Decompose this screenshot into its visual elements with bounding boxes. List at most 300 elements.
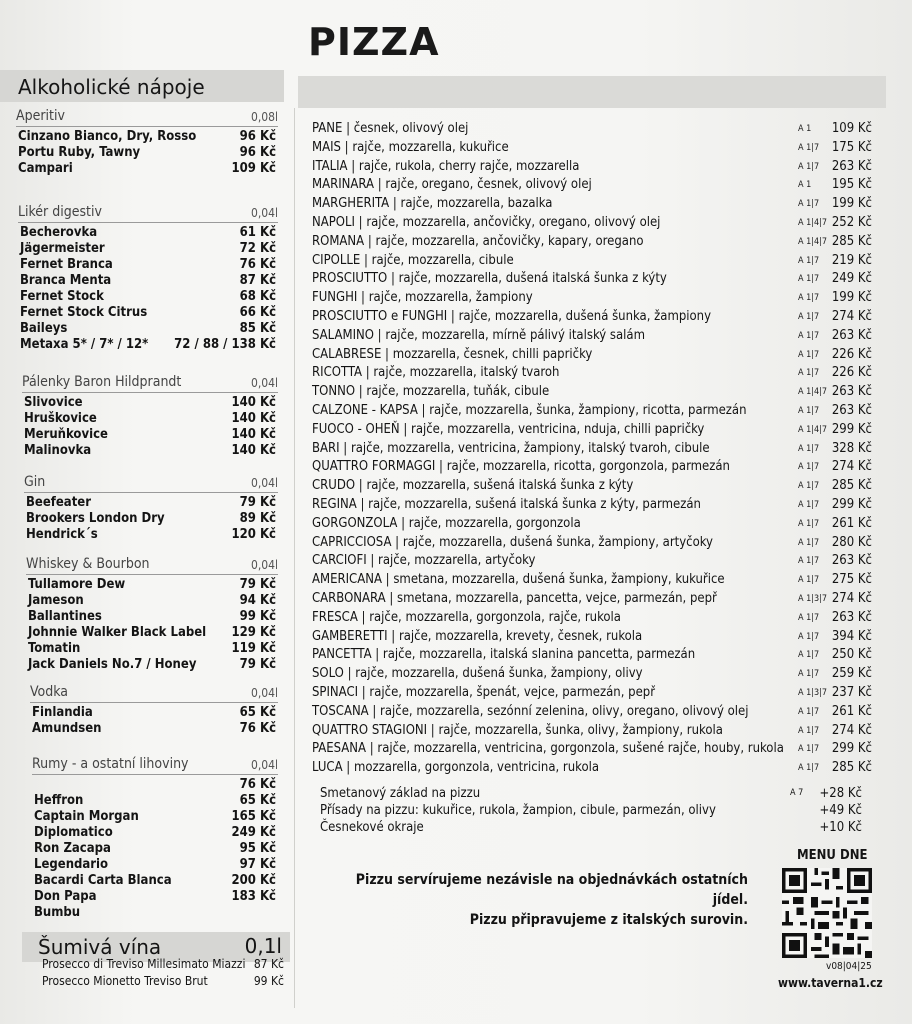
pizza-price: 299 Kč [831, 741, 872, 757]
drink-name: Hendrick´s [26, 527, 98, 542]
drink-price: 72 / 88 / 138 Kč [174, 337, 276, 352]
drink-price: 66 Kč [239, 305, 276, 320]
pizza-item [312, 458, 882, 477]
pizza-description: TOSCANA | rajče, mozzarella, sezónní zelenina, olivy, oregano, olivový olej [312, 703, 749, 719]
drink-section [24, 474, 278, 543]
drink-item [18, 241, 278, 257]
pizza-description: AMERICANA | smetana, mozzarella, dušená šunka, žampiony, kukuřice [312, 572, 725, 588]
pizza-price: 261 Kč [831, 703, 872, 719]
drink-name: Ballantines [28, 609, 102, 624]
pizza-allergens: A 1|7 [798, 706, 820, 717]
drink-name: Diplomatico [34, 825, 113, 840]
section-title: Whiskey & Bourbon [26, 556, 150, 572]
sparkling-item [40, 956, 286, 973]
drink-name: Branca Menta [20, 273, 112, 288]
pizza-item [312, 270, 882, 289]
section-heading [18, 204, 278, 223]
drink-item [26, 609, 278, 625]
pizza-allergens: A 1|7 [798, 405, 820, 416]
pizza-item [312, 722, 882, 741]
pizza-price: 175 Kč [831, 139, 872, 155]
pizza-allergens: A 1|4|7 [798, 236, 828, 247]
sparkling-price: 99 Kč [253, 974, 284, 988]
serving-note-line1: Pizzu servírujeme nezávisle na objednávkách ostatních jídel. [355, 872, 748, 908]
pizza-description: TONNO | rajče, mozzarella, tuňák, cibule [312, 384, 550, 400]
pizza-price: 285 Kč [831, 478, 872, 494]
drink-item [32, 905, 278, 921]
sparkling-name: Prosecco di Treviso Millesimato Miazzi [42, 957, 246, 971]
column-divider [294, 108, 295, 1008]
pizza-description: MARINARA | rajče, oregano, česnek, olivový olej [312, 177, 592, 193]
pizza-price: 263 Kč [831, 158, 872, 174]
pizza-allergens: A 1|4|7 [798, 387, 828, 398]
pizza-allergens: A 1|7 [798, 293, 820, 304]
pizza-allergens: A 1|7 [798, 499, 820, 510]
drink-price: 140 Kč [231, 411, 276, 426]
pizza-description: QUATTRO FORMAGGI | rajče, mozzarella, ricotta, gorgonzola, parmezán [312, 459, 730, 475]
pizza-item [312, 571, 882, 590]
section-volume: 0,04l [250, 206, 278, 220]
pizza-item [312, 158, 882, 177]
drink-name: Slivovice [24, 395, 83, 410]
drink-item [26, 657, 278, 673]
pizza-description: CALABRESE | mozzarella, česnek, chilli papričky [312, 346, 593, 362]
pizza-price: 263 Kč [831, 384, 872, 400]
extra-description: Přísady na pizzu: kukuřice, rukola, žampion, cibule, parmezán, olivy [320, 803, 716, 818]
drink-name: Heffron [34, 793, 84, 808]
pizza-description: LUCA | mozzarella, gorgonzola, ventricina, rukola [312, 760, 600, 776]
section-heading [30, 684, 278, 703]
drink-name: Bacardi Carta Blanca [34, 873, 172, 888]
drink-price: 129 Kč [231, 625, 276, 640]
drink-section [32, 756, 278, 921]
drink-item [26, 641, 278, 657]
drink-name: Tullamore Dew [28, 577, 126, 592]
drink-name: Jameson [28, 593, 84, 608]
pizza-description: GORGONZOLA | rajče, mozzarella, gorgonzola [312, 515, 581, 531]
version-code: v08|04|25 [826, 961, 872, 972]
section-title: Aperitiv [16, 108, 65, 124]
section-heading [26, 556, 278, 575]
drink-name: Hruškovice [24, 411, 97, 426]
drink-price: 119 Kč [231, 641, 276, 656]
section-heading [24, 474, 278, 493]
extra-price: +28 Kč [819, 786, 862, 801]
drink-item [22, 411, 278, 427]
pizza-description: FRESCA | rajče, mozzarella, gorgonzola, rajče, rukola [312, 609, 621, 625]
pizza-item [312, 233, 882, 252]
section-volume: 0,04l [250, 476, 278, 490]
drink-name: Finlandia [32, 705, 93, 720]
pizza-description: CRUDO | rajče, mozzarella, sušená italská šunka z kýty [312, 478, 634, 494]
pizza-price: 199 Kč [831, 290, 872, 306]
pizza-allergens: A 1|7 [798, 763, 820, 774]
pizza-description: RICOTTA | rajče, mozzarella, italský tvaroh [312, 365, 560, 381]
drink-item [24, 527, 278, 543]
pizza-allergens: A 1|7 [798, 443, 820, 454]
pizza-item [312, 176, 882, 195]
pizza-allergens: A 1|3|7 [798, 687, 828, 698]
drink-price: 183 Kč [231, 889, 276, 904]
drink-price: 99 Kč [239, 609, 276, 624]
pizza-description: QUATTRO STAGIONI | rajče, mozzarella, šunka, olivy, žampiony, rukola [312, 722, 723, 738]
drink-item [32, 857, 278, 873]
pizza-price: 263 Kč [831, 402, 872, 418]
pizza-allergens: A 1|7 [798, 744, 820, 755]
drink-item [32, 777, 278, 793]
drink-item [32, 825, 278, 841]
drink-name: Meruňkovice [24, 427, 108, 442]
drink-item [32, 873, 278, 889]
drink-item [26, 577, 278, 593]
drink-item [18, 321, 278, 337]
pizza-item [312, 534, 882, 553]
drink-section [18, 204, 278, 353]
drink-price: 87 Kč [239, 273, 276, 288]
pizza-price: 250 Kč [831, 647, 872, 663]
drink-price: 76 Kč [239, 721, 276, 736]
extra-description: Česnekové okraje [320, 820, 424, 835]
pizza-item [312, 759, 882, 778]
pizza-description: BARI | rajče, mozzarella, ventricina, žampiony, italský tvaroh, cibule [312, 440, 710, 456]
page-title: PIZZA [308, 20, 440, 64]
pizza-allergens: A 1|7 [798, 575, 820, 586]
pizza-description: CAPRICCIOSA | rajče, mozzarella, dušená šunka, žampiony, artyčoky [312, 534, 713, 550]
drink-price: 96 Kč [239, 129, 276, 144]
drink-name: Legendario [34, 857, 109, 872]
pizza-allergens: A 1|7 [798, 349, 820, 360]
drink-price: 65 Kč [239, 705, 276, 720]
pizza-item [312, 120, 882, 139]
menu-dne-label: MENU DNE [797, 848, 868, 863]
sparkling-item [40, 973, 286, 990]
drink-item [22, 443, 278, 459]
pizza-allergens: A 1|7 [798, 142, 820, 153]
pizza-allergens: A 1|7 [798, 199, 820, 210]
pizza-item [312, 665, 882, 684]
pizza-description: ROMANA | rajče, mozzarella, ančovičky, kapary, oregano [312, 233, 644, 249]
pizza-allergens: A 1|7 [798, 311, 820, 322]
section-heading [22, 374, 278, 393]
pizza-item [312, 609, 882, 628]
pizza-price: 280 Kč [831, 534, 872, 550]
drink-price: 165 Kč [231, 809, 276, 824]
drink-price: 120 Kč [231, 527, 276, 542]
drink-item [32, 889, 278, 905]
drink-item [30, 721, 278, 737]
pizza-price: 274 Kč [831, 308, 872, 324]
drink-price: 79 Kč [239, 577, 276, 592]
pizza-item [312, 346, 882, 365]
pizza-description: PROSCIUTTO | rajče, mozzarella, dušená italská šunka z kýty [312, 271, 667, 287]
pizza-price: 237 Kč [831, 684, 872, 700]
pizza-item [312, 252, 882, 271]
pizza-allergens: A 1|7 [798, 725, 820, 736]
pizza-price: 252 Kč [831, 214, 872, 230]
pizza-allergens: A 1|7 [798, 556, 820, 567]
drink-item [18, 305, 278, 321]
pizza-item [312, 628, 882, 647]
drink-price: 140 Kč [231, 395, 276, 410]
pizza-description: MAIS | rajče, mozzarella, kukuřice [312, 139, 509, 155]
drink-name: Cinzano Bianco, Dry, Rosso [18, 129, 197, 144]
pizza-description: PANE | česnek, olivový olej [312, 121, 469, 136]
pizza-price: 226 Kč [831, 365, 872, 381]
pizza-allergens: A 1|7 [798, 368, 820, 379]
pizza-extras [320, 785, 880, 836]
drinks-header-title: Alkoholické nápoje [18, 75, 205, 99]
drink-item [24, 511, 278, 527]
drink-name: Metaxa 5* / 7* / 12* [20, 337, 149, 352]
drink-item [26, 625, 278, 641]
pizza-description: CARCIOFI | rajče, mozzarella, artyčoky [312, 553, 536, 569]
pizza-allergens: A 1|7 [798, 650, 820, 661]
pizza-price: 285 Kč [831, 233, 872, 249]
pizza-price: 109 Kč [831, 121, 872, 136]
section-heading [16, 108, 278, 127]
pizza-item [312, 740, 882, 759]
pizza-description: REGINA | rajče, mozzarella, sušená italská šunka z kýty, parmezán [312, 496, 701, 512]
pizza-description: MARGHERITA | rajče, mozzarella, bazalka [312, 196, 553, 212]
pizza-item [312, 515, 882, 534]
pizza-description: GAMBERETTI | rajče, mozzarella, krevety, česnek, rukola [312, 628, 643, 644]
drink-name: Jägermeister [20, 241, 105, 256]
drink-price: 61 Kč [239, 225, 276, 240]
pizza-allergens: A 1|7 [798, 631, 820, 642]
qr-code-icon[interactable] [780, 868, 874, 958]
pizza-description: CALZONE - KAPSA | rajče, mozzarella, šunka, žampiony, ricotta, parmezán [312, 402, 747, 418]
pizza-item [312, 139, 882, 158]
pizza-allergens: A 1|7 [798, 274, 820, 285]
pizza-item [312, 308, 882, 327]
drink-price: 109 Kč [231, 161, 276, 176]
pizza-description: PANCETTA | rajče, mozzarella, italská slanina pancetta, parmezán [312, 647, 696, 663]
drink-item [22, 395, 278, 411]
pizza-item [312, 646, 882, 665]
pizza-description: CARBONARA | smetana, mozzarella, pancetta, vejce, parmezán, pepř [312, 590, 717, 606]
drink-price: 95 Kč [239, 841, 276, 856]
drink-price: 72 Kč [239, 241, 276, 256]
sparkling-title: Šumivá vína [38, 935, 162, 959]
pizza-price: 274 Kč [831, 722, 872, 738]
drink-section [16, 108, 278, 177]
pizza-description: ITALIA | rajče, rukola, cherry rajče, mozzarella [312, 158, 580, 174]
drink-item [32, 793, 278, 809]
pizza-item [312, 214, 882, 233]
drink-name: Captain Morgan [34, 809, 139, 824]
drink-name: Fernet Stock [20, 289, 104, 304]
drink-item [30, 705, 278, 721]
pizza-allergens: A 1 [798, 180, 812, 191]
drink-section [30, 684, 278, 737]
drink-price: 79 Kč [239, 657, 276, 672]
drink-name: Ron Zacapa [34, 841, 111, 856]
pizza-price: 261 Kč [831, 515, 872, 531]
pizza-allergens: A 1|7 [798, 481, 820, 492]
drink-item [16, 161, 278, 177]
drink-name: Becherovka [20, 225, 98, 240]
pizza-price: 285 Kč [831, 760, 872, 776]
drink-price: 68 Kč [239, 289, 276, 304]
drink-price: 140 Kč [231, 443, 276, 458]
drink-item [18, 289, 278, 305]
pizza-price: 219 Kč [831, 252, 872, 268]
pizza-item [312, 289, 882, 308]
drinks-header [0, 70, 284, 102]
drink-price: 76 Kč [239, 777, 276, 792]
drink-name: Amundsen [32, 721, 102, 736]
pizza-allergens: A 1|7 [798, 669, 820, 680]
section-volume: 0,08l [250, 110, 278, 124]
pizza-price: 275 Kč [831, 572, 872, 588]
section-volume: 0,04l [250, 686, 278, 700]
pizza-price: 263 Kč [831, 327, 872, 343]
pizza-price: 394 Kč [831, 628, 872, 644]
pizza-list [312, 120, 882, 778]
pizza-item [312, 684, 882, 703]
pizza-price: 263 Kč [831, 553, 872, 569]
drink-section [26, 556, 278, 673]
pizza-allergens: A 1|3|7 [798, 593, 828, 604]
drink-price: 249 Kč [231, 825, 276, 840]
drink-name: Brookers London Dry [26, 511, 165, 526]
drink-price: 96 Kč [239, 145, 276, 160]
pizza-price: 259 Kč [831, 666, 872, 682]
extra-item [320, 785, 880, 802]
pizza-description: SALAMINO | rajče, mozzarella, mírně pálivý italský salám [312, 327, 645, 343]
pizza-price: 274 Kč [831, 459, 872, 475]
drink-name: Johnnie Walker Black Label [28, 625, 207, 640]
drink-item [16, 145, 278, 161]
section-title: Pálenky Baron Hildprandt [22, 374, 182, 390]
pizza-description: FUNGHI | rajče, mozzarella, žampiony [312, 290, 533, 306]
pizza-price: 226 Kč [831, 346, 872, 362]
pizza-item [312, 477, 882, 496]
drink-price: 79 Kč [239, 495, 276, 510]
drink-item [32, 809, 278, 825]
section-title: Gin [24, 474, 46, 490]
drink-price: 76 Kč [239, 257, 276, 272]
pizza-item [312, 364, 882, 383]
section-volume: 0,04l [250, 558, 278, 572]
pizza-description: SOLO | rajče, mozzarella, dušená šunka, žampiony, olivy [312, 666, 643, 682]
extra-price: +10 Kč [819, 820, 862, 835]
drink-item [18, 225, 278, 241]
drink-item [18, 337, 278, 353]
pizza-allergens: A 1|7 [798, 518, 820, 529]
drink-name: Baileys [20, 321, 68, 336]
pizza-item [312, 703, 882, 722]
drink-price: 200 Kč [231, 873, 276, 888]
pizza-item [312, 383, 882, 402]
drink-price: 97 Kč [239, 857, 276, 872]
pizza-allergens: A 1|4|7 [798, 424, 828, 435]
website-link[interactable]: www.taverna1.cz [778, 976, 883, 990]
pizza-item [312, 402, 882, 421]
pizza-allergens: A 1|7 [798, 462, 820, 473]
pizza-header-bar [298, 76, 886, 108]
extra-allergens: A 7 [790, 788, 804, 798]
pizza-description: NAPOLI | rajče, mozzarella, ančovičky, oregano, olivový olej [312, 214, 661, 230]
pizza-item [312, 496, 882, 515]
drink-name: Beefeater [26, 495, 91, 510]
drink-item [16, 129, 278, 145]
drink-price: 85 Kč [239, 321, 276, 336]
drink-price: 94 Kč [239, 593, 276, 608]
drink-item [32, 841, 278, 857]
drink-name: Don Papa [34, 889, 97, 904]
drink-price: 140 Kč [231, 427, 276, 442]
pizza-item [312, 195, 882, 214]
pizza-description: SPINACI | rajče, mozzarella, špenát, vejce, parmezán, pepř [312, 684, 656, 700]
drink-name: Jack Daniels No.7 / Honey [28, 657, 197, 672]
pizza-allergens: A 1|7 [798, 255, 820, 266]
pizza-item [312, 590, 882, 609]
drink-name: Tomatin [28, 641, 81, 656]
pizza-price: 274 Kč [831, 590, 872, 606]
pizza-item [312, 327, 882, 346]
sparkling-volume: 0,1l [244, 934, 282, 958]
drink-item [22, 427, 278, 443]
drink-section [22, 374, 278, 459]
section-title: Rumy - a ostatní lihoviny [32, 756, 189, 772]
section-title: Likér digestiv [18, 204, 102, 220]
pizza-price: 195 Kč [831, 177, 872, 193]
extra-description: Smetanový základ na pizzu [320, 786, 481, 801]
pizza-price: 263 Kč [831, 609, 872, 625]
pizza-allergens: A 1 [798, 124, 812, 134]
extra-item [320, 819, 880, 836]
pizza-description: PROSCIUTTO e FUNGHI | rajče, mozzarella, dušená šunka, žampiony [312, 308, 712, 324]
drink-item [24, 495, 278, 511]
pizza-allergens: A 1|7 [798, 330, 820, 341]
pizza-allergens: A 1|7 [798, 612, 820, 623]
pizza-description: CIPOLLE | rajče, mozzarella, cibule [312, 252, 514, 268]
pizza-description: PAESANA | rajče, mozzarella, ventricina, gorgonzola, sušené rajče, houby, rukola [312, 741, 784, 757]
drink-price: 65 Kč [239, 793, 276, 808]
drink-name: Malinovka [24, 443, 92, 458]
drink-price: 89 Kč [239, 511, 276, 526]
drink-item [18, 257, 278, 273]
extra-price: +49 Kč [819, 803, 862, 818]
extra-item [320, 802, 880, 819]
pizza-allergens: A 1|4|7 [798, 217, 828, 228]
pizza-allergens: A 1|7 [798, 161, 820, 172]
drink-name: Bumbu [34, 905, 81, 920]
drink-item [26, 593, 278, 609]
pizza-description: FUOCO - OHEŇ | rajče, mozzarella, ventricina, nduja, chilli papričky [312, 421, 705, 437]
drink-item [18, 273, 278, 289]
section-volume: 0,04l [250, 376, 278, 390]
drink-name: Fernet Stock Citrus [20, 305, 148, 320]
pizza-item [312, 552, 882, 571]
pizza-price: 199 Kč [831, 196, 872, 212]
section-volume: 0,04l [250, 758, 278, 772]
sparkling-price: 87 Kč [253, 957, 284, 971]
serving-note [318, 870, 748, 930]
sparkling-list [40, 956, 286, 990]
section-heading [32, 756, 278, 775]
drink-name: Portu Ruby, Tawny [18, 145, 141, 160]
pizza-allergens: A 1|7 [798, 537, 820, 548]
pizza-item [312, 440, 882, 459]
pizza-price: 299 Kč [831, 496, 872, 512]
drink-name: Fernet Branca [20, 257, 113, 272]
pizza-price: 299 Kč [831, 421, 872, 437]
sparkling-name: Prosecco Mionetto Treviso Brut [42, 974, 208, 988]
pizza-price: 328 Kč [831, 440, 872, 456]
drink-name: Campari [18, 161, 73, 176]
